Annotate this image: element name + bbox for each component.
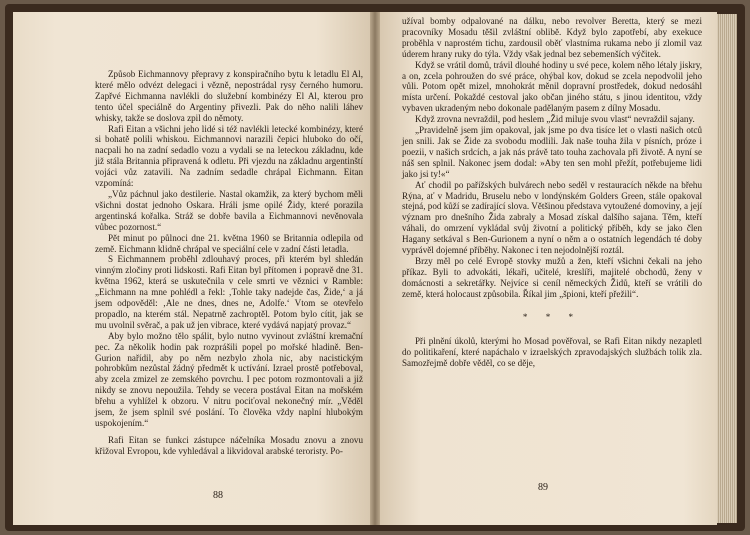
page-edges — [717, 14, 737, 523]
paragraph: Rafi Eitan se funkci zástupce náčelníka Mosadu znovu a znovu křižoval Evropou, kde vyhledával a likvidoval arabské teroristy. Po- — [95, 434, 363, 456]
paragraph: Ať chodil po pařížských bulvárech nebo seděl v restauracích někde na břehu Rýna, ať v Madridu, Bruselu nebo v londýnském Golders Green, stále opakoval stejná, pod kůží se zadírající slova. Většinou představa vytoužené domoviny, a její význam pro dnešního Žida zabraly a Mosad získal dalšího sajana. Těm, kteří váhali, do omrzení vykládal svůj životní a politický příběh, kdy se jako člen Hagany setkával s Ben-Gurionem a nyní o něm a o ostatních legendách té doby vyprávěl dojemné příběhy. Nakonec i ten nejodolnější roztál. — [402, 179, 702, 256]
section-separator: * * * — [522, 311, 582, 322]
paragraph: Když zrovna nevraždil, pod heslem „Žid miluje svou vlast“ nevraždil sajany. — [415, 114, 695, 125]
open-book — [5, 4, 745, 531]
right-page-text — [402, 16, 702, 369]
paragraph: užíval bomby odpalované na dálku, nebo revolver Beretta, který se mezi pracovníky Mosadu těšil zvláštní oblibě. Když bylo zapotřebí, aby exekuce proběhla v naprostém tichu, zardousil oběť vlastníma rukama nebo jí zlomil vaz úderem hrany ruky do týla. Vždy však jednal bez sebemenších výčitek. — [402, 16, 702, 59]
paragraph: „Pravidelně jsem jim opakoval, jak jsme po dva tisíce let o vlasti našich otců jen snili. Jak se Žide za svobodu modlili. Jak naše touha žila v písních, próze i poezii, v našich srdcích, a jak nás právě tato touha zachovala při životě. A nyní se náš sen splnil. Nakonec jsem dodal: »Aby ten sen mohl přežít, potřebujeme lidi jako jsi ty!«“ — [402, 125, 702, 179]
paragraph: Brzy měl po celé Evropě stovky mužů a žen, kteří všichni čekali na jeho příkaz. Byli to advokáti, lékaři, učitelé, kreslíři, majitelé obchodů, ženy v domácnosti a sekretářky. Nejvíce si ceníl německých Židů, kteří se vrátili do země, která holocaust způsobila. Říkal jim „špioni, kteří přežili“. — [402, 255, 702, 299]
page-number: 88 — [213, 490, 223, 501]
paragraph: Když se vrátil domů, trávil dlouhé hodiny u své pece, kolem něho létaly jiskry, a on, zcela pohroužen do své práce, ohýbal kov, dokud se zcela nepodvolil jeho vůli. Potom opět mizel, mnohokrát měnil dopravní prostředek, dokud nedosáhl místa určení. Pokaždé cestoval jako občan jiného státu, s jinou identitou, vždy vybaven ukradeným nebo dokonale padělaným pasem z dílny Mosadu. — [402, 59, 702, 114]
paragraph: S Eichmannem proběhl zdlouhavý proces, při kterém byl shledán vinným zločiny proti lidskosti. Rafi Eitan byl přítomen i popravě dne 31. května 1962, která se uskutečnila v cele smrti ve věznici v Ramble: „Eichmann na mne pohlédl a řekl: ‚Tohle taky nadejde čas, Žide,‘ a já jsem odpověděl: ‚Ale ne dnes, dnes ne, Adolfe.‘ Vtom se otevřelo propadlo, na kterém stál. Nepatrně zachroptěl. Potom bylo cítit, jak se mu uvolnil svěrač, a pak už jen vibrace, které vydává napjatý provaz.“ — [95, 254, 363, 330]
book-gutter — [370, 12, 380, 525]
paragraph: Aby bylo možno tělo spálit, bylo nutno vyvinout zvláštní kremační pec. Za několik hodin pak rozprášili popel po mořské hladině. Ben-Gurion nařídil, aby po něm nezbylo zhola nic, aby nacistickým pohrobkům nezůstal žádný předmět k uctívání. Izrael prostě potřeboval, aby zcela zmizel ze zemského povrchu. I pec potom rozmontovali a již nikdy se znovu nepoužila. Tehdy se vecera postával Eitan na mořském břehu a vyhlížel k obzoru. V nitru pociťoval nekonečný mír. „Věděl jsem, že jsem splnil své poslání. To člověka vždy naplní hlubokým uspokojením.“ — [95, 330, 363, 428]
paragraph: Způsob Eichmannovy přepravy z konspiračního bytu k letadlu El Al, které mělo odvézt delegaci i vězně, nepostrádal rysy černého humoru. Zapřvé Eichmanna navlékli do služební kombinézy El Al, kterou pro tento účel speciálně do Argentiny přivezli. Pak do něho nalili láhev whisky, takže se doslova zpil do němoty. — [95, 69, 363, 123]
paragraph: Při plnění úkolů, kterými ho Mosad pověřoval, se Rafi Eitan nikdy nezapletl do politikaření, které napáchalo v izraelských zpravodajských službách tolik zla. Samozřejmě dobře věděl, co se děje, — [402, 336, 702, 369]
right-page — [380, 12, 717, 525]
page-number: 89 — [538, 482, 548, 493]
paragraph: „Vůz páchnul jako destilerie. Nastal okamžik, za který bychom měli všichni dostat jednoho Oskara. Hráli jsme opilé Židy, které porazila argentinská kořalka. Stráž se dobře bavila a Eichmannovi nevěnovala vůbec pozornost.“ — [95, 188, 363, 232]
left-page — [13, 12, 370, 525]
left-page-text — [95, 69, 363, 457]
paragraph: Pět minut po půlnoci dne 21. května 1960 se Britannia odlepila od země. Eichmann klidně chrápal ve speciální cele v zadní části letadla. — [95, 232, 363, 254]
paragraph: Rafi Eitan a všichni jeho lidé si též navlékli letecké kombinézy, které si bohatě polili whiskou. Eichmannovi narazili čepici hluboko do očí, nacpali ho na zadní sedadlo vozu a vydali se na leteckou základnu, kde již stála Britannia připravená k odletu. Při vjezdu na základnu argentinští vojáci vůz zatavili. Na zadním sedadle chrápal Eichmann. Eitan vzpomíná: — [95, 123, 363, 189]
